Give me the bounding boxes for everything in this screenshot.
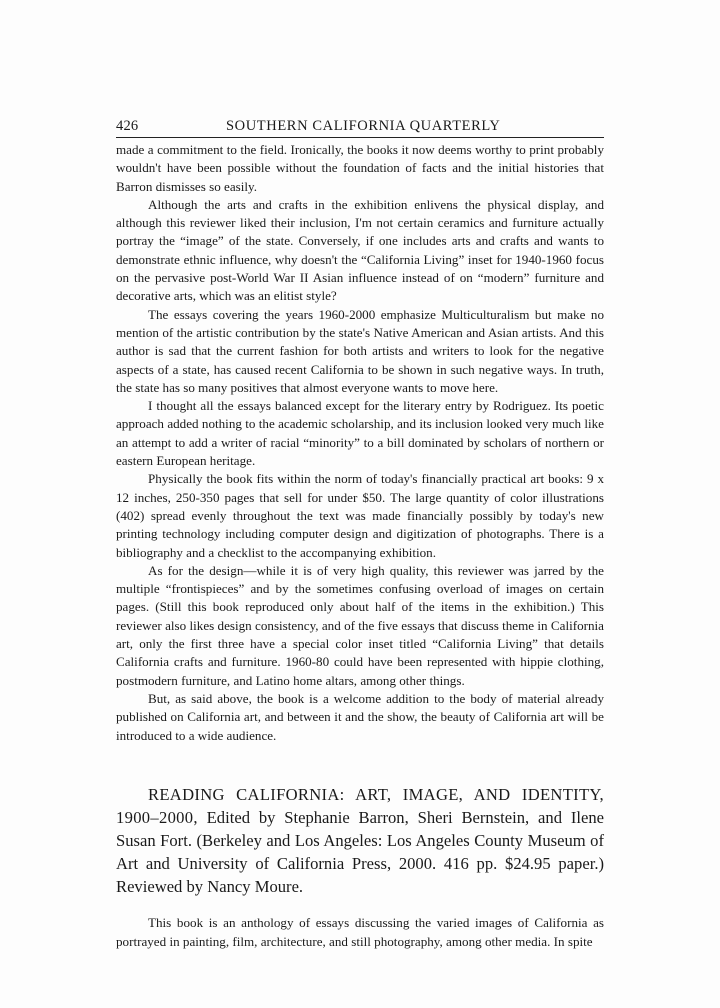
- review-heading: [116, 783, 604, 898]
- paragraph-design: As for the design—while it is of very high quality, this reviewer was jarred by the multiple “frontispieces” and by the sometimes confusing overload of images on certain pages. (Still this book reproduced only about half of the items in the exhibition.) This reviewer also likes design consistency, and of the five essays that discuss theme in California art, only the first three have a special color inset titled “California Living” that details California crafts and furniture. 1960-80 could have been represented with hippie clothing, postmodern furniture, and Latino home altars, among other things.: [116, 562, 604, 688]
- paragraph-essays-1960-2000: The essays covering the years 1960-2000 emphasize Multiculturalism but make no mention of the artistic contribution by the state's Native American and Asian artists. And this author is sad that the current fashion for both artists and writers to look for the negative aspects of a state, has caused recent California to be shown in such negative ways. In truth, the state has so many positives that almost everyone wants to move here.: [116, 306, 604, 395]
- paragraph-arts-crafts: Although the arts and crafts in the exhibition enlivens the physical display, and although this reviewer liked their inclusion, I'm not certain ceramics and furniture actually portray the “image” of the state. Conversely, if one includes arts and crafts and wants to demonstrate ethnic influence, why doesn't the “California Living” inset for 1940-1960 focus on the pervasive post-World War II Asian influence instead of on “modern” furniture and decorative arts, which was an elitist style?: [116, 196, 604, 304]
- paragraph-physical-book: Physically the book fits within the norm of today's financially practical art books: 9 x 12 inches, 250-350 pages that sell for under $50. The large quantity of color illustrations (402) spread evenly throughout the text was made financially possibly by today's new printing technology including computer design and digitization of photographs. There is a bibliography and a checklist to the accompanying exhibition.: [116, 471, 604, 560]
- document-page: [116, 118, 604, 951]
- running-head: [116, 118, 604, 138]
- paragraph-continued: made a commitment to the field. Ironically, the books it now deems worthy to print probably wouldn't have been possible without the foundation of facts and the initial histories that Barron dismisses so easily.: [116, 142, 604, 194]
- review-body-paragraph: This book is an anthology of essays discussing the varied images of California as portrayed in painting, film, architecture, and still photography, among other media. In spite: [116, 915, 604, 949]
- paragraph-essays-balanced: I thought all the essays balanced except for the literary entry by Rodriguez. Its poetic approach added nothing to the academic scholarship, and its inclusion looked very much like an attempt to add a writer of racial “minority” to a bill dominated by scholars of northern or eastern European heritage.: [116, 398, 604, 469]
- journal-title: SOUTHERN CALIFORNIA QUARTERLY: [226, 118, 501, 134]
- page-number: 426: [116, 118, 139, 134]
- review-book-title: READING CALIFORNIA: ART, IMAGE, AND IDENTITY, 1900–2000,: [116, 784, 604, 827]
- paragraph-conclusion: But, as said above, the book is a welcome addition to the body of material already published on California art, and between it and the show, the beauty of California art will be introduced to a wide audience.: [116, 690, 604, 743]
- review-citation: Edited by Stephanie Barron, Sheri Bernstein, and Ilene Susan Fort. (Berkeley and Los Angeles: Los Angeles County Museum of Art and University of California Press, 2000. 416 pp. $24.95 paper.) Reviewed by Nancy Moure.: [116, 807, 604, 896]
